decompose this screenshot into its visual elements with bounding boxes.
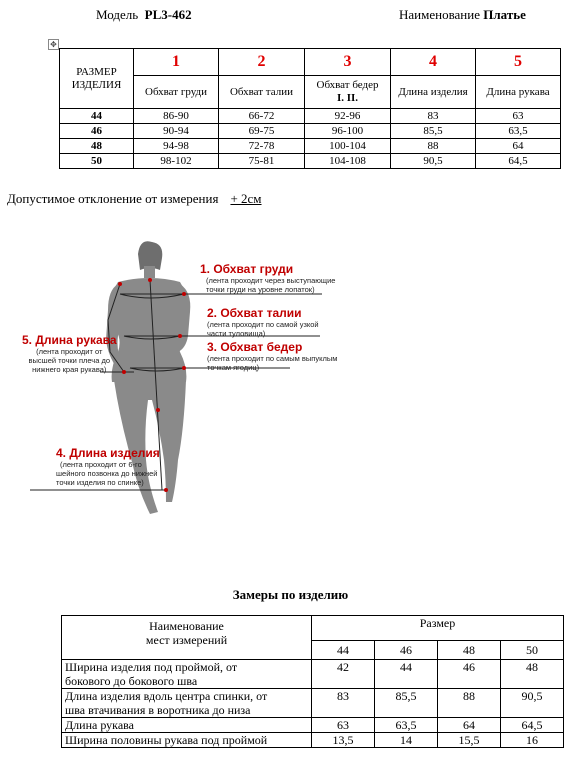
callout-waist: 2. Обхват талии (лента проходит по самой узкой части туловища) — [207, 306, 319, 338]
model-label: Модель — [96, 7, 139, 22]
table-row: 44 86-90 66-72 92-96 83 63 — [60, 109, 561, 124]
model-value: PL3-462 — [144, 7, 192, 22]
table-row: Длина рукава 63 63,5 64 64,5 — [62, 718, 564, 733]
name-line — [399, 7, 526, 23]
column-label: Длина изделия — [391, 76, 476, 109]
table-row: 48 94-98 72-78 100-104 88 64 — [60, 139, 561, 154]
tolerance-note — [7, 191, 262, 207]
size-col: 46 — [375, 641, 438, 660]
table-row: Ширина половины рукава под проймой 13,5 14 15,5 16 — [62, 733, 564, 748]
size-col: 44 — [312, 641, 375, 660]
callout-length: 4. Длина изделия (лента проходит от 6-го шейного позвонка до нижней точки изделия по спинке) — [56, 446, 160, 487]
size-header-cell: РАЗМЕР ИЗДЕЛИЯ — [60, 49, 134, 109]
column-label: Длина рукава — [476, 76, 561, 109]
table-row: Ширина изделия под проймой, от бокового до бокового шва 42 44 46 48 — [62, 660, 564, 689]
table-row: Длина изделия вдоль центра спинки, от шва втачивания в воротника до низа 83 85,5 88 90,5 — [62, 689, 564, 718]
name-label: Наименование — [399, 7, 480, 22]
callout-hips: 3. Обхват бедер (лента проходит по самым выпуклым точкам ягодиц) — [207, 340, 338, 372]
column-number: 2 — [219, 49, 305, 76]
column-label: Обхват бедер I. II. — [305, 76, 391, 109]
table-row: 50 98-102 75-81 104-108 90,5 64,5 — [60, 154, 561, 169]
size-chart-table — [59, 48, 561, 169]
measurements-title: Замеры по изделию — [232, 587, 349, 602]
garment-measurements-table — [61, 615, 564, 748]
model-line — [96, 7, 192, 23]
table-move-handle-icon[interactable]: ✥ — [48, 39, 59, 50]
name-header-cell: Наименование мест измерений — [62, 616, 312, 660]
column-label: Обхват груди — [134, 76, 219, 109]
name-value: Платье — [483, 7, 526, 22]
column-label: Обхват талии — [219, 76, 305, 109]
column-number: 3 — [305, 49, 391, 76]
size-col: 48 — [438, 641, 501, 660]
column-number: 1 — [134, 49, 219, 76]
callout-chest: 1. Обхват груди (лента проходит через выступающие точки груди на уровне лопаток) — [200, 262, 336, 294]
callout-sleeve: 5. Длина рукава (лента проходит от высшей точки плеча до нижнего края рукава) — [22, 333, 117, 374]
tolerance-label: Допустимое отклонение от измерения — [7, 191, 219, 206]
column-number: 5 — [476, 49, 561, 76]
tolerance-value: + 2см — [230, 191, 262, 206]
size-col: 50 — [501, 641, 564, 660]
table-row: 46 90-94 69-75 96-100 85,5 63,5 — [60, 124, 561, 139]
size-header-cell: Размер — [312, 616, 564, 641]
column-number: 4 — [391, 49, 476, 76]
